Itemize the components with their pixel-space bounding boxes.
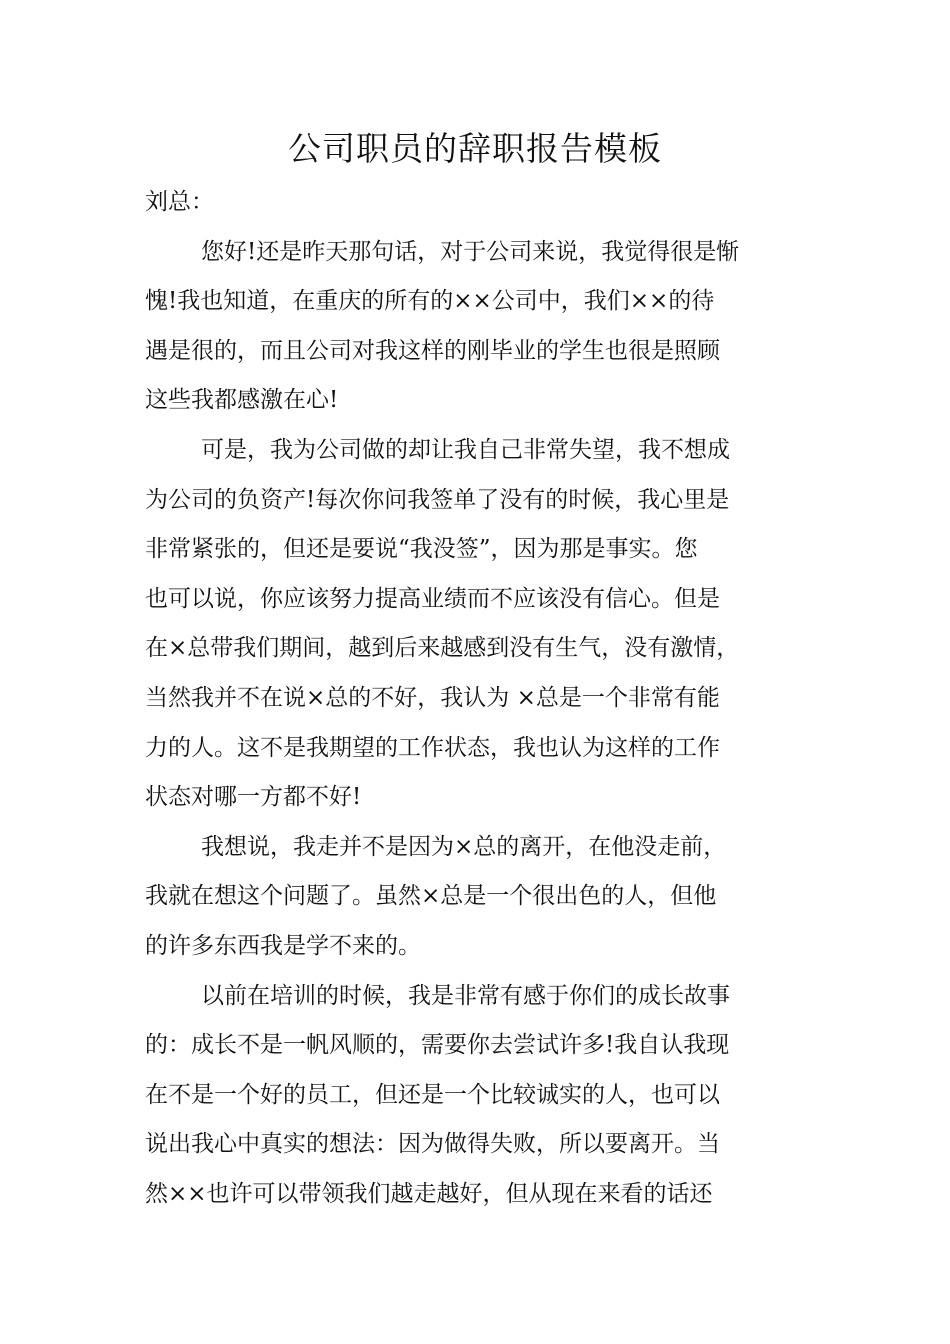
paragraph-2-line-4: 也可以说，你应该努力提高业绩而不应该没有信心。但是 bbox=[145, 585, 720, 612]
paragraph-2-line-3: 非常紧张的，但还是要说“我没签”，因为那是事实。您 bbox=[145, 536, 698, 563]
paragraph-2-line-6: 当然我并不在说×总的不好，我认为 ×总是一个非常有能 bbox=[145, 684, 720, 711]
paragraph-3-line-1: 我想说，我走并不是因为×总的离开，在他没走前， bbox=[201, 833, 727, 860]
salutation: 刘总： bbox=[145, 189, 214, 215]
paragraph-3-line-2: 我就在想这个问题了。虽然×总是一个很出色的人，但他 bbox=[145, 883, 717, 910]
document-body bbox=[145, 178, 810, 1219]
paragraph-4-line-1: 以前在培训的时候，我是非常有感于你们的成长故事 bbox=[201, 982, 730, 1009]
paragraph-1-line-4: 这些我都感激在心! bbox=[145, 387, 339, 414]
paragraph-2-line-7: 力的人。这不是我期望的工作状态，我也认为这样的工作 bbox=[145, 734, 720, 761]
paragraph-1-line-3: 遇是很的，而且公司对我这样的刚毕业的学生也很是照顾 bbox=[145, 337, 720, 364]
paragraph-1-line-1: 您好!还是昨天那句话，对于公司来说，我觉得很是惭 bbox=[201, 238, 740, 265]
paragraph-4-line-2: 的：成长不是一帆风顺的，需要你去尝试许多!我自认我现 bbox=[145, 1032, 730, 1059]
paragraph-4-line-5: 然××也许可以带领我们越走越好，但从现在来看的话还 bbox=[145, 1180, 713, 1207]
paragraph-4-line-4: 说出我心中真实的想法：因为做得失败，所以要离开。当 bbox=[145, 1131, 720, 1158]
document-title: 公司职员的辞职报告模板 bbox=[288, 129, 662, 168]
paragraph-2-line-8: 状态对哪一方都不好! bbox=[145, 784, 362, 811]
paragraph-2-line-5: 在×总带我们期间，越到后来越感到没有生气，没有激情， bbox=[145, 635, 740, 662]
paragraph-2-line-2: 为公司的负资产!每次你问我签单了没有的时候，我心里是 bbox=[145, 486, 730, 513]
paragraph-3-line-3: 的许多东西我是学不来的。 bbox=[145, 932, 421, 959]
paragraph-4-line-3: 在不是一个好的员工，但还是一个比较诚实的人，也可以 bbox=[145, 1081, 720, 1108]
paragraph-1-line-2: 愧!我也知道，在重庆的所有的××公司中，我们××的待 bbox=[145, 288, 715, 315]
paragraph-2-line-1: 可是，我为公司做的却让我自己非常失望，我不想成 bbox=[201, 436, 730, 463]
